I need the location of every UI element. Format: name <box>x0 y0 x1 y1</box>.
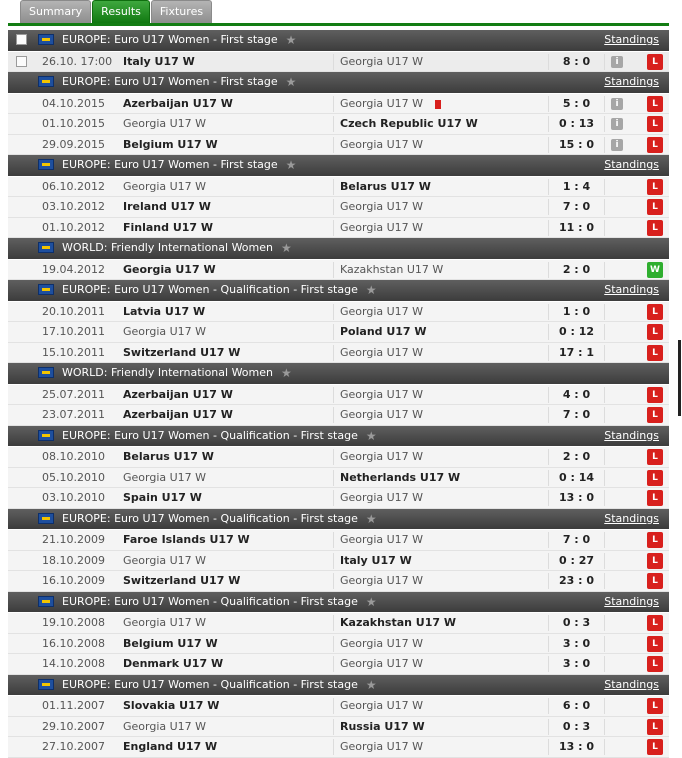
match-row[interactable] <box>8 405 669 426</box>
league-header <box>8 592 669 613</box>
match-date: 29.09.2015 <box>42 137 105 151</box>
home-team[interactable]: Finland U17 W <box>123 220 214 234</box>
column-divider <box>604 407 605 423</box>
star-icon[interactable]: ★ <box>285 33 297 47</box>
flag-icon <box>38 76 54 87</box>
match-score[interactable]: 0 : 3 <box>562 616 591 629</box>
away-team[interactable]: Georgia U17 W <box>340 220 424 234</box>
home-team[interactable]: Azerbaijan U17 W <box>123 96 233 110</box>
flag-icon <box>38 513 54 524</box>
result-badge: L <box>647 739 663 755</box>
results-table <box>8 30 669 758</box>
result-badge: L <box>647 324 663 340</box>
column-divider <box>333 449 334 465</box>
match-score[interactable]: 5 : 0 <box>562 96 591 110</box>
match-date: 18.10.2009 <box>42 553 105 567</box>
home-team[interactable]: Georgia U17 W <box>123 262 216 276</box>
column-divider <box>604 698 605 714</box>
league-header <box>8 155 669 176</box>
column-divider <box>604 54 605 70</box>
tab-fixtures[interactable]: Fixtures <box>151 0 212 23</box>
home-team[interactable]: Belgium U17 W <box>123 137 218 151</box>
away-team[interactable]: Georgia U17 W <box>340 699 424 712</box>
match-score[interactable]: 15 : 0 <box>558 137 595 151</box>
match-checkbox[interactable] <box>16 56 27 67</box>
away-team[interactable]: Kazakhstan U17 W <box>340 262 444 276</box>
column-divider <box>604 636 605 652</box>
result-badge: L <box>647 54 663 70</box>
league-header <box>8 509 669 530</box>
star-icon[interactable]: ★ <box>365 428 377 443</box>
match-date: 26.10. 17:00 <box>42 54 113 68</box>
match-date: 03.10.2010 <box>42 491 105 504</box>
match-row[interactable] <box>8 197 669 218</box>
match-score[interactable]: 13 : 0 <box>558 491 595 504</box>
flag-icon <box>38 430 54 441</box>
league-header <box>8 238 669 259</box>
result-badge: L <box>647 470 663 486</box>
league-header <box>8 30 669 51</box>
league-name[interactable]: EUROPE: Euro U17 Women - First stage <box>62 158 278 171</box>
column-divider <box>604 304 605 320</box>
match-score[interactable]: 1 : 0 <box>562 304 591 318</box>
standings-link[interactable]: Standings <box>604 33 659 46</box>
league-name[interactable]: EUROPE: Euro U17 Women - Qualification - First stage <box>62 511 358 525</box>
league-name[interactable]: EUROPE: Euro U17 Women - First stage <box>62 33 278 46</box>
result-badge: L <box>647 345 663 361</box>
match-score[interactable]: 7 : 0 <box>562 408 591 421</box>
standings-link[interactable]: Standings <box>604 75 659 88</box>
column-divider <box>333 324 334 340</box>
column-divider <box>604 739 605 755</box>
match-date: 03.10.2012 <box>42 200 105 213</box>
result-badge: L <box>647 553 663 569</box>
home-team[interactable]: Georgia U17 W <box>123 553 207 567</box>
tab-bar <box>20 0 212 24</box>
match-date: 08.10.2010 <box>42 450 105 463</box>
league-name[interactable]: EUROPE: Euro U17 Women - Qualification - First stage <box>62 594 358 608</box>
away-team[interactable]: Georgia U17 W <box>340 200 424 213</box>
away-team[interactable]: Georgia U17 W <box>340 96 424 110</box>
match-score[interactable]: 0 : 27 <box>558 553 595 567</box>
match-date: 01.10.2012 <box>42 220 105 234</box>
match-score[interactable]: 11 : 0 <box>558 220 595 234</box>
away-team[interactable]: Poland U17 W <box>340 325 427 338</box>
match-row[interactable] <box>8 571 669 592</box>
match-score[interactable]: 0 : 13 <box>558 117 595 130</box>
away-team[interactable]: Georgia U17 W <box>340 574 424 587</box>
red-card-icon <box>435 100 441 109</box>
match-score[interactable]: 2 : 0 <box>562 450 591 463</box>
match-score[interactable]: 3 : 0 <box>562 657 591 670</box>
result-badge: L <box>647 490 663 506</box>
column-divider <box>604 532 605 548</box>
result-badge: L <box>647 636 663 652</box>
match-date: 20.10.2011 <box>42 304 105 318</box>
flag-icon <box>38 159 54 170</box>
match-row[interactable] <box>8 551 669 572</box>
match-score[interactable]: 0 : 14 <box>558 470 595 484</box>
match-date: 17.10.2011 <box>42 325 105 338</box>
column-divider <box>333 573 334 589</box>
league-name[interactable]: WORLD: Friendly International Women <box>62 366 273 379</box>
flag-icon <box>38 284 54 295</box>
star-icon[interactable]: ★ <box>285 75 297 89</box>
flag-icon <box>38 367 54 378</box>
column-divider <box>604 137 605 153</box>
match-row[interactable] <box>8 654 669 675</box>
column-divider <box>333 137 334 153</box>
star-icon[interactable]: ★ <box>280 241 292 255</box>
match-score[interactable]: 8 : 0 <box>562 54 591 68</box>
match-row[interactable] <box>8 696 669 717</box>
column-divider <box>333 96 334 112</box>
column-divider <box>333 407 334 423</box>
tab-summary[interactable]: Summary <box>20 0 91 23</box>
info-icon[interactable]: i <box>611 139 623 151</box>
column-divider <box>333 199 334 215</box>
away-team[interactable]: Georgia U17 W <box>340 491 424 504</box>
match-score[interactable]: 2 : 0 <box>562 262 591 276</box>
column-divider <box>333 304 334 320</box>
away-team[interactable]: Czech Republic U17 W <box>340 117 478 130</box>
result-badge: L <box>647 96 663 112</box>
match-score[interactable]: 4 : 0 <box>562 387 591 401</box>
home-team[interactable]: Belarus U17 W <box>123 450 214 463</box>
home-team[interactable]: Switzerland U17 W <box>123 574 241 587</box>
away-team[interactable]: Georgia U17 W <box>340 657 424 670</box>
match-row[interactable] <box>8 447 669 468</box>
home-team[interactable]: Spain U17 W <box>123 491 202 504</box>
column-divider <box>333 179 334 195</box>
result-badge: L <box>647 698 663 714</box>
match-row[interactable] <box>8 343 669 364</box>
match-row[interactable] <box>8 613 669 634</box>
column-divider <box>604 470 605 486</box>
result-badge: L <box>647 656 663 672</box>
result-badge: L <box>647 615 663 631</box>
column-divider <box>604 553 605 569</box>
league-header <box>8 426 669 447</box>
match-score[interactable]: 7 : 0 <box>562 533 591 546</box>
column-divider <box>333 739 334 755</box>
match-row[interactable] <box>8 468 669 489</box>
match-date: 04.10.2015 <box>42 96 105 110</box>
match-row[interactable] <box>8 94 669 115</box>
match-row[interactable] <box>8 135 669 156</box>
info-icon[interactable]: i <box>611 118 623 130</box>
home-team[interactable]: Slovakia U17 W <box>123 699 220 712</box>
match-score[interactable]: 13 : 0 <box>558 740 595 753</box>
result-badge: L <box>647 449 663 465</box>
match-score[interactable]: 0 : 3 <box>562 719 591 733</box>
standings-link[interactable]: Standings <box>604 428 659 442</box>
column-divider <box>604 656 605 672</box>
column-divider <box>333 490 334 506</box>
match-row[interactable] <box>8 52 669 73</box>
result-badge: L <box>647 387 663 403</box>
home-team[interactable]: Latvia U17 W <box>123 304 206 318</box>
select-all-checkbox[interactable] <box>16 34 27 45</box>
column-divider <box>604 96 605 112</box>
match-row[interactable] <box>8 717 669 738</box>
match-row[interactable] <box>8 302 669 323</box>
match-row[interactable] <box>8 385 669 406</box>
away-team[interactable]: Georgia U17 W <box>340 304 424 318</box>
result-badge: L <box>647 407 663 423</box>
standings-link[interactable]: Standings <box>604 283 659 296</box>
result-badge: L <box>647 220 663 236</box>
match-date: 23.07.2011 <box>42 408 105 421</box>
column-divider <box>333 345 334 361</box>
match-score[interactable]: 3 : 0 <box>562 636 591 650</box>
home-team[interactable]: Georgia U17 W <box>123 325 207 338</box>
star-icon[interactable]: ★ <box>365 511 377 526</box>
home-team[interactable]: Georgia U17 W <box>123 616 207 629</box>
column-divider <box>333 719 334 735</box>
away-team[interactable]: Georgia U17 W <box>340 740 424 753</box>
match-date: 06.10.2012 <box>42 179 105 193</box>
league-header <box>8 363 669 384</box>
result-badge: L <box>647 532 663 548</box>
match-date: 19.10.2008 <box>42 616 105 629</box>
star-icon[interactable]: ★ <box>365 283 377 297</box>
away-team[interactable]: Georgia U17 W <box>340 54 424 68</box>
match-row[interactable] <box>8 634 669 655</box>
standings-link[interactable]: Standings <box>604 511 659 525</box>
match-score[interactable]: 17 : 1 <box>558 345 595 359</box>
away-team[interactable]: Georgia U17 W <box>340 450 424 463</box>
match-row[interactable] <box>8 530 669 551</box>
home-team[interactable]: Georgia U17 W <box>123 470 207 484</box>
column-divider <box>604 573 605 589</box>
page-scroll-edge <box>678 340 681 416</box>
column-divider <box>604 324 605 340</box>
column-divider <box>604 262 605 278</box>
match-date: 19.04.2012 <box>42 262 105 276</box>
result-badge: L <box>647 116 663 132</box>
column-divider <box>333 116 334 132</box>
column-divider <box>604 490 605 506</box>
match-row[interactable] <box>8 177 669 198</box>
match-date: 14.10.2008 <box>42 657 105 670</box>
column-divider <box>604 615 605 631</box>
result-badge: L <box>647 179 663 195</box>
home-team[interactable]: Faroe Islands U17 W <box>123 533 250 546</box>
standings-link[interactable]: Standings <box>604 594 659 608</box>
match-date: 16.10.2009 <box>42 574 105 587</box>
column-divider <box>333 220 334 236</box>
match-score[interactable]: 6 : 0 <box>562 699 591 712</box>
star-icon[interactable]: ★ <box>280 366 292 380</box>
match-score[interactable]: 7 : 0 <box>562 200 591 213</box>
column-divider <box>604 179 605 195</box>
home-team[interactable]: Switzerland U17 W <box>123 345 241 359</box>
tab-results[interactable]: Results <box>92 0 150 23</box>
match-row[interactable] <box>8 322 669 343</box>
star-icon[interactable]: ★ <box>365 594 377 609</box>
match-row[interactable] <box>8 260 669 281</box>
away-team[interactable]: Kazakhstan U17 W <box>340 616 457 629</box>
result-badge: L <box>647 304 663 320</box>
flag-icon <box>38 679 54 690</box>
match-date: 01.11.2007 <box>42 699 105 712</box>
column-divider <box>604 449 605 465</box>
home-team[interactable]: Azerbaijan U17 W <box>123 387 233 401</box>
league-header <box>8 675 669 696</box>
match-date: 15.10.2011 <box>42 345 105 359</box>
column-divider <box>604 116 605 132</box>
league-header <box>8 72 669 93</box>
away-team[interactable]: Georgia U17 W <box>340 636 424 650</box>
league-name[interactable]: WORLD: Friendly International Women <box>62 241 273 254</box>
column-divider <box>604 199 605 215</box>
info-icon[interactable]: i <box>611 56 623 68</box>
result-badge: L <box>647 199 663 215</box>
away-team[interactable]: Belarus U17 W <box>340 179 431 193</box>
match-date: 05.10.2010 <box>42 470 105 484</box>
home-team[interactable]: England U17 W <box>123 740 218 753</box>
away-team[interactable]: Italy U17 W <box>340 553 412 567</box>
away-team[interactable]: Russia U17 W <box>340 719 425 733</box>
match-score[interactable]: 23 : 0 <box>558 574 595 587</box>
column-divider <box>604 387 605 403</box>
tab-underline <box>8 23 669 26</box>
match-row[interactable] <box>8 114 669 135</box>
flag-icon <box>38 242 54 253</box>
match-row[interactable] <box>8 218 669 239</box>
column-divider <box>333 387 334 403</box>
match-score[interactable]: 0 : 12 <box>558 325 595 338</box>
column-divider <box>604 220 605 236</box>
match-date: 27.10.2007 <box>42 740 105 753</box>
column-divider <box>333 553 334 569</box>
home-team[interactable]: Georgia U17 W <box>123 179 207 193</box>
info-icon[interactable]: i <box>611 98 623 110</box>
away-team[interactable]: Georgia U17 W <box>340 137 424 151</box>
league-name[interactable]: EUROPE: Euro U17 Women - Qualification - First stage <box>62 428 358 442</box>
match-date: 01.10.2015 <box>42 117 105 130</box>
home-team[interactable]: Azerbaijan U17 W <box>123 408 233 421</box>
column-divider <box>333 532 334 548</box>
column-divider <box>604 345 605 361</box>
away-team[interactable]: Georgia U17 W <box>340 533 424 546</box>
match-date: 16.10.2008 <box>42 636 105 650</box>
result-badge: W <box>647 262 663 278</box>
league-name[interactable]: EUROPE: Euro U17 Women - First stage <box>62 75 278 88</box>
match-row[interactable] <box>8 488 669 509</box>
home-team[interactable]: Denmark U17 W <box>123 657 224 670</box>
away-team[interactable]: Georgia U17 W <box>340 408 424 421</box>
league-name[interactable]: EUROPE: Euro U17 Women - Qualification - First stage <box>62 677 358 691</box>
standings-link[interactable]: Standings <box>604 677 659 691</box>
home-team[interactable]: Georgia U17 W <box>123 117 207 130</box>
standings-link[interactable]: Standings <box>604 158 659 171</box>
column-divider <box>333 262 334 278</box>
away-team[interactable]: Georgia U17 W <box>340 387 424 401</box>
home-team[interactable]: Belgium U17 W <box>123 636 218 650</box>
league-name[interactable]: EUROPE: Euro U17 Women - Qualification - First stage <box>62 283 358 296</box>
column-divider <box>604 719 605 735</box>
column-divider <box>333 656 334 672</box>
column-divider <box>333 470 334 486</box>
column-divider <box>333 698 334 714</box>
star-icon[interactable]: ★ <box>285 158 297 172</box>
result-badge: L <box>647 137 663 153</box>
column-divider <box>333 54 334 70</box>
league-header <box>8 280 669 301</box>
match-date: 25.07.2011 <box>42 387 105 401</box>
result-badge: L <box>647 573 663 589</box>
home-team[interactable]: Italy U17 W <box>123 54 195 68</box>
flag-icon <box>38 34 54 45</box>
column-divider <box>333 636 334 652</box>
away-team[interactable]: Netherlands U17 W <box>340 470 461 484</box>
flag-icon <box>38 596 54 607</box>
home-team[interactable]: Georgia U17 W <box>123 719 207 733</box>
home-team[interactable]: Ireland U17 W <box>123 200 211 213</box>
away-team[interactable]: Georgia U17 W <box>340 345 424 359</box>
match-score[interactable]: 1 : 4 <box>562 179 591 193</box>
star-icon[interactable]: ★ <box>365 677 377 692</box>
match-date: 21.10.2009 <box>42 533 105 546</box>
match-date: 29.10.2007 <box>42 719 105 733</box>
column-divider <box>333 615 334 631</box>
result-badge: L <box>647 719 663 735</box>
match-row[interactable] <box>8 737 669 758</box>
